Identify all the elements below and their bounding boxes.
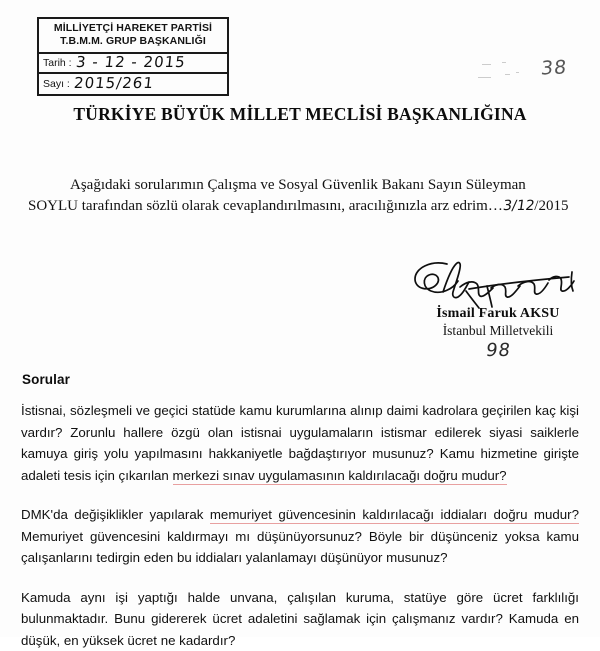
intro-line-2: tarafından sözlü olarak cevaplandırılmasını, aracılığınızla arz edrim… xyxy=(82,198,503,214)
stamp-date-value: 3 - 12 - 2015 xyxy=(75,55,186,70)
question-highlighted-text: merkezi sınav uygulamasının kaldırılacağı doğru mudur? xyxy=(173,468,507,485)
signatory-role: İstanbul Milletvekili xyxy=(398,323,598,339)
question-text: Kamuda aynı işi yaptığı halde unvana, çalışılan kuruma, statüye göre ücret farklılığı bulunmaktadır. Bunu gidererek ücret adaletini sağlamak için çalışmanız vardır? Kamuda en düşük, en yüksek ücret ne kadardır? xyxy=(21,590,579,648)
stamp-number-row xyxy=(39,74,227,94)
faint-scan-marks xyxy=(478,60,536,82)
signature-block xyxy=(398,258,598,361)
question-paragraph xyxy=(21,400,579,486)
stamp-org-line-2: T.B.M.M. GRUP BAŞKANLIĞI xyxy=(43,35,223,48)
intro-line-1: Aşağıdaki sorularımın Çalışma ve Sosyal Güvenlik Bakanı Sayın Süleyman SOYLU xyxy=(28,177,526,214)
question-text-tail: Memuriyet güvencesini kaldırmayı mı düşünüyorsunuz? Böyle bir düşünceniz yoksa kamu çalışanlarını tedirgin eden bu iddiaları yalanlamayı düşünüyor musunuz? xyxy=(21,529,579,566)
party-stamp-box xyxy=(37,17,229,96)
questions-heading: Sorular xyxy=(22,372,70,387)
intro-paragraph xyxy=(28,175,573,217)
stamp-date-label: Tarih : xyxy=(43,57,76,69)
stamp-date-row xyxy=(39,54,227,74)
question-paragraph xyxy=(21,587,579,651)
stamp-number-value: 2015/261 xyxy=(73,76,154,91)
question-text: İstisnai, sözleşmeli ve geçici statüde kamu kurumlarına alınıp daimi kadrolara geçirilen kaç kişi vardır? Zorunlu hallere özgü olan istisnai uygulamaların istismar edilerek siyasi saiklerle kamuya giriş yolu yapılmasını hakkaniyetle bağdaştırıyor musunuz? Kamu hizmetine girişte adaleti tesis için çıkarılan xyxy=(21,403,579,483)
stamp-org-line-1: MİLLİYETÇİ HAREKET PARTİSİ xyxy=(43,22,223,35)
question-highlighted-text: memuriyet güvencesinin kaldırılacağı iddiaları doğru mudur? xyxy=(210,507,579,524)
questions-list xyxy=(21,400,579,651)
question-text: DMK'da değişiklikler yapılarak xyxy=(21,507,210,522)
handwritten-page-number-bottom: 98 xyxy=(484,340,512,361)
signatory-name: İsmail Faruk AKSU xyxy=(398,306,598,322)
stamp-organization xyxy=(39,19,227,54)
intro-date-printed: /2015 xyxy=(534,198,568,214)
question-paragraph xyxy=(21,504,579,569)
handwritten-page-number-top: 38 xyxy=(540,56,568,79)
page-title: TÜRKİYE BÜYÜK MİLLET MECLİSİ BAŞKANLIĞINA xyxy=(0,104,600,125)
intro-date-handwritten: 3/12 xyxy=(501,196,535,217)
stamp-number-label: Sayı : xyxy=(43,78,74,90)
signature-mark xyxy=(403,258,593,310)
